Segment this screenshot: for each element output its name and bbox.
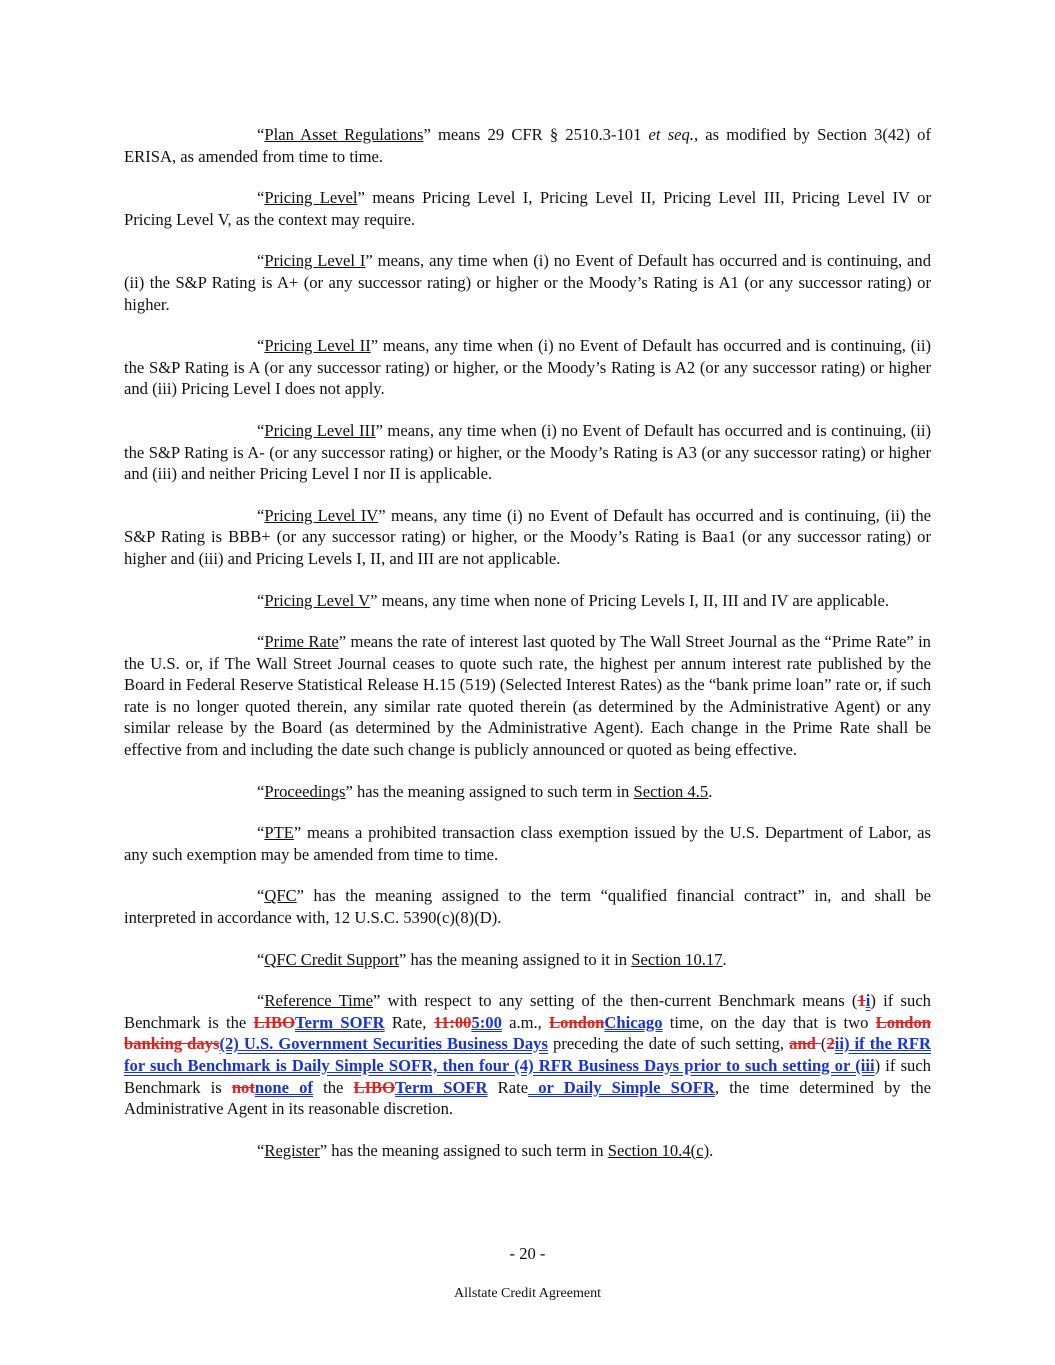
definition-text: ” has the meaning assigned to such term in — [345, 781, 634, 801]
definition-text: ” has the meaning assigned to the term “qualified financial contract” in, and shall be interpreted in accordance with, 12 U.S.C. 5390(c)(8)(D). — [124, 886, 931, 928]
inserted-text: ii) if the RFR for such Benchmark is Daily Simple SOFR, then four (4) RFR Business Days prior to such setting or (iii — [124, 1034, 931, 1075]
definition-text: , as modified by Section 3(42) of ERISA, as amended from time to time. — [124, 125, 932, 166]
section-reference: Section 4.5 — [633, 781, 709, 801]
deleted-text: LIBO — [353, 1077, 396, 1097]
definition-qfc: “QFC” has the meaning assigned to the term “qualified financial contract” in, and shall be interpreted in accordance with, 12 U.S.C. 5390(c)(8)(D). — [124, 886, 931, 928]
definition-proceedings: “Proceedings” has the meaning assigned to such term in Section 4.5. — [257, 781, 713, 801]
definition-pricing-level-v: “Pricing Level V” means, any time when none of Pricing Levels I, II, III and IV are applicable. — [257, 590, 890, 610]
definition-plan-asset-regulations: “Plan Asset Regulations” means 29 CFR § 2510.3-101 et seq., as modified by Section 3(42) of ERISA, as amended from time to time. — [124, 125, 932, 166]
punctuation: . — [722, 949, 727, 969]
definition-text: ” means, any time when (i) no Event of Default has occurred and is continuing, (ii) the S&P Rating is A (or any successor rating) or higher, or the Moody’s Rating is A2 (or any successor rating) or higher and (iii) Pricing Level I does not apply. — [124, 336, 931, 399]
definition-reference-time: “Reference Time” with respect to any setting of the then-current Benchmark means (1i) if such Benchmark is the LIBOTerm SOFR Rate, 11:005:00 a.m., LondonChicago time, on the day that is two London banking days(2) U.S. Government Securities Business Days preceding the date of such setting, and (2ii) if the RFR for such Benchmark is Daily Simple SOFR, then four (4) RFR Business Days prior to such setting or (iii) if such Benchmark is notnone of the LIBOTerm SOFR Rate or Daily Simple SOFR, the time determined by the Administrative Agent in its reasonable discretion. — [124, 991, 931, 1119]
definition-text: ) if such Benchmark is — [124, 1056, 931, 1097]
defined-term: QFC Credit Support — [264, 949, 399, 969]
definition-text: , the time determined by the Administrative Agent in its reasonable discretion. — [124, 1077, 931, 1119]
definition-text: ” means, any time when none of Pricing Levels I, II, III and IV are applicable. — [370, 590, 890, 610]
punctuation: . — [708, 781, 713, 801]
definition-pricing-level-iv: “Pricing Level IV” means, any time (i) no Event of Default has occurred and is continuing, (ii) the S&P Rating is BBB+ (or any successor rating) or higher, or the Moody’s Rating is Baa1 (or any successor rating) or higher and (iii) and Pricing Levels I, II, and III are not applicable. — [124, 505, 932, 568]
definition-pte: “PTE” means a prohibited transaction class exemption issued by the U.S. Department of Labor, as any such exemption may be amended from time to time. — [124, 823, 931, 864]
defined-term: Pricing Level III — [264, 420, 376, 440]
definition-text: ” means, any time when (i) no Event of Default has occurred and is continuing, (ii) the S&P Rating is A- (or any successor rating) or higher, or the Moody’s Rating is A3 (or any successor rating) or higher and (iii) and neither Pricing Level I nor II is applicable. — [124, 420, 931, 484]
definition-text: the — [312, 1077, 354, 1097]
definition-text: ” means, any time when (i) no Event of Default has occurred and is continuing, and (ii) the S&P Rating is A+ (or any successor rating) or higher or the Moody’s Rating is A1 (or any successor rating) or higher. — [124, 251, 931, 314]
defined-term: Pricing Level — [264, 188, 358, 208]
deleted-text: and — [789, 1034, 821, 1054]
deleted-text: London — [549, 1012, 605, 1032]
defined-term: Reference Time — [264, 991, 374, 1011]
definition-text: ( — [820, 1034, 827, 1054]
definition-text: ” means a prohibited transaction class exemption issued by the U.S. Department of Labor, as any such exemption may be amended from time to time. — [124, 823, 931, 864]
definition-text: ” has the meaning assigned to it in — [398, 949, 632, 969]
definition-text: ” means Pricing Level I, Pricing Level II, Pricing Level III, Pricing Level IV or Pricing Level V, as the context may require. — [124, 188, 931, 229]
inserted-text: Chicago — [604, 1012, 663, 1032]
defined-term: QFC — [264, 886, 297, 906]
inserted-text: none of — [254, 1077, 313, 1097]
defined-term: Pricing Level V — [264, 590, 371, 610]
italic-text: et seq. — [648, 125, 694, 144]
defined-term: Register — [264, 1140, 320, 1160]
inserted-text: Term SOFR — [395, 1077, 488, 1097]
definition-text: ” with respect to any setting of the then-current Benchmark means ( — [373, 991, 858, 1011]
deleted-text: not — [231, 1077, 255, 1097]
deleted-text: LIBO — [253, 1012, 296, 1032]
definition-text: ) if such Benchmark is the — [124, 991, 931, 1032]
definition-qfc-credit-support: “QFC Credit Support” has the meaning assigned to it in Section 10.17. — [257, 949, 727, 969]
definition-register: “Register” has the meaning assigned to such term in Section 10.4(c). — [257, 1140, 714, 1160]
deleted-text: 2 — [826, 1034, 835, 1054]
defined-term: Proceedings — [264, 781, 346, 801]
definition-pricing-level-iii: “Pricing Level III” means, any time when (i) no Event of Default has occurred and is continuing, (ii) the S&P Rating is A- (or any successor rating) or higher, or the Moody’s Rating is A3 (or any successor rating) or higher and (iii) and neither Pricing Level I nor II is applicable. — [124, 420, 931, 484]
inserted-text: i — [865, 991, 871, 1011]
defined-term: Pricing Level IV — [264, 505, 379, 525]
section-reference: Section 10.4(c) — [607, 1140, 710, 1160]
definition-text: time, on the day that is two — [662, 1012, 876, 1032]
inserted-text: Term SOFR — [295, 1012, 385, 1032]
definition-prime-rate: “Prime Rate” means the rate of interest last quoted by The Wall Street Journal as the “Prime Rate” in the U.S. or, if The Wall Street Journal ceases to quote such rate, the highest per annum interest rate published by the Board in Federal Reserve Statistical Release H.15 (519) (Selected Interest Rates) as the “bank prime loan” rate or, if such rate is no longer quoted therein, any similar rate quoted therein (as determined by the Administrative Agent) or any similar release by the Board (as determined by the Administrative Agent). Each change in the Prime Rate shall be effective from and including the date such change is publicly announced or quoted as being effective. — [124, 632, 931, 760]
defined-term: PTE — [264, 823, 294, 843]
definition-pricing-level-ii: “Pricing Level II” means, any time when (i) no Event of Default has occurred and is continuing, (ii) the S&P Rating is A (or any successor rating) or higher, or the Moody’s Rating is A2 (or any successor rating) or higher and (iii) Pricing Level I does not apply. — [124, 336, 931, 399]
definition-text: ” has the meaning assigned to such term in — [319, 1140, 608, 1160]
deleted-text: 1 — [857, 991, 866, 1011]
defined-term: Pricing Level II — [264, 336, 371, 356]
punctuation: . — [709, 1140, 714, 1160]
inserted-text: 5:00 — [471, 1012, 502, 1032]
definitions-body — [124, 124, 931, 1181]
defined-term: Plan Asset Regulations — [264, 125, 424, 144]
inserted-text: or Daily Simple SOFR — [528, 1077, 715, 1097]
deleted-text: London banking days — [124, 1012, 931, 1054]
definition-text: a.m., — [501, 1012, 550, 1032]
definition-text: preceding the date of such setting, — [547, 1034, 790, 1054]
defined-term: Pricing Level I — [264, 251, 366, 271]
document-title-footer: Allstate Credit Agreement — [454, 1286, 601, 1301]
definition-text: Rate — [487, 1077, 529, 1097]
definition-text: ” means, any time (i) no Event of Default has occurred and is continuing, (ii) the S&P Rating is BBB+ (or any successor rating) or higher, or the Moody’s Rating is Baa1 (or any successor rating) or higher and (iii) and Pricing Levels I, II, and III are not applicable. — [124, 505, 932, 568]
inserted-text: (2) U.S. Government Securities Business Days — [219, 1034, 548, 1054]
defined-term: Prime Rate — [264, 632, 339, 652]
definition-text: Rate, — [384, 1012, 434, 1032]
deleted-text: 11:00 — [433, 1012, 472, 1032]
definition-text: ” means 29 CFR § 2510.3-101 — [423, 125, 649, 144]
page-number: - 20 - — [509, 1244, 546, 1263]
section-reference: Section 10.17 — [631, 949, 723, 969]
definition-pricing-level: “Pricing Level” means Pricing Level I, Pricing Level II, Pricing Level III, Pricing Level IV or Pricing Level V, as the context may require. — [124, 188, 931, 229]
definition-pricing-level-i: “Pricing Level I” means, any time when (i) no Event of Default has occurred and is continuing, and (ii) the S&P Rating is A+ (or any successor rating) or higher or the Moody’s Rating is A1 (or any successor rating) or higher. — [124, 251, 931, 314]
definition-text: ” means the rate of interest last quoted by The Wall Street Journal as the “Prime Rate” in the U.S. or, if The Wall Street Journal ceases to quote such rate, the highest per annum interest rate published by the Board in Federal Reserve Statistical Release H.15 (519) (Selected Interest Rates) as the “bank prime loan” rate or, if such rate is no longer quoted therein, any similar rate quoted therein (as determined by the Administrative Agent) or any similar release by the Board (as determined by the Administrative Agent). Each change in the Prime Rate shall be effective from and including the date such change is publicly announced or quoted as being effective. — [124, 632, 931, 760]
